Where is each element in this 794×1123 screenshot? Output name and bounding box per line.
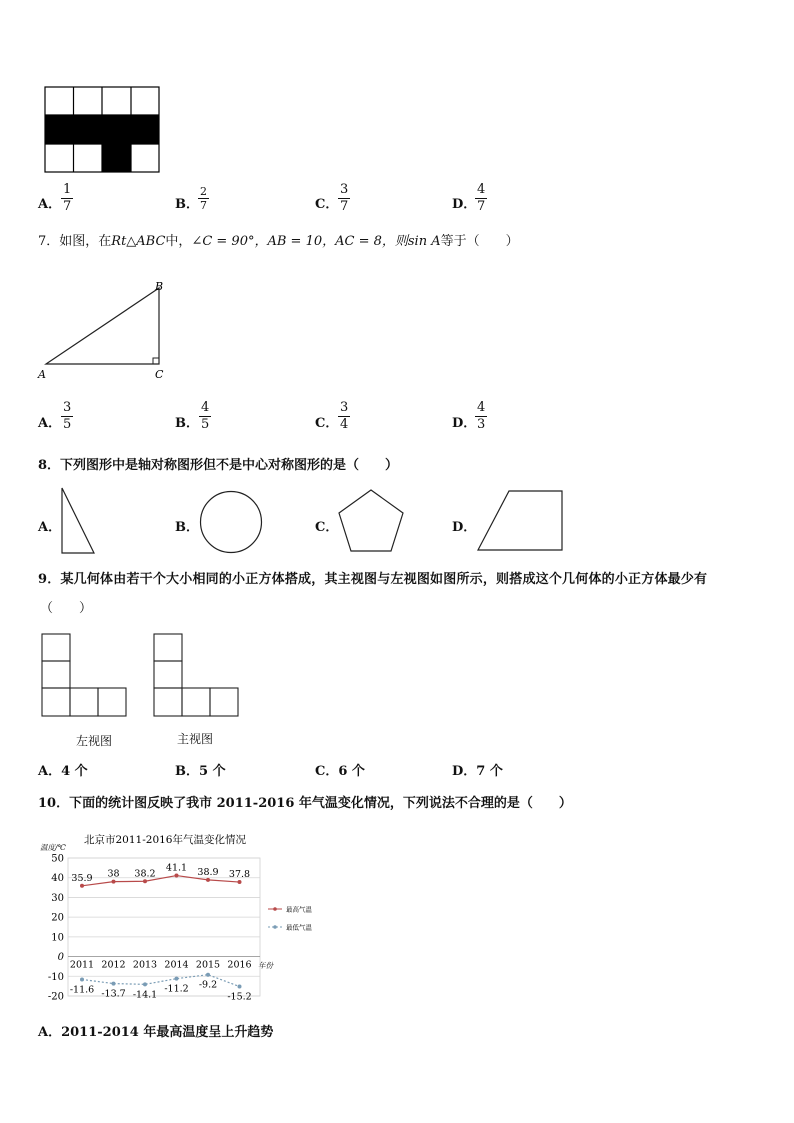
chart-y-tick-label: 30 [51,892,64,904]
q6-option-a-fraction: $\frac{1}{7}$ [63,182,72,214]
q7-triangle-figure [34,280,174,382]
chart-x-tick-label: 2016 [227,959,252,971]
grid-black-cell [102,144,131,172]
chart-data-label: 38.2 [134,868,156,880]
vertex-a-label: A [38,368,46,381]
chart-y-tick-label: 40 [51,873,64,885]
chart-data-point [175,977,179,981]
chart-data-point [175,874,179,878]
chart-x-tick-label: 2015 [195,959,221,971]
chart-data-label: -14.1 [132,989,158,1001]
vertex-b-label: B [155,280,164,293]
chart-x-tick-label: 2014 [164,959,189,971]
q9-stem-line2: （ ） [40,601,93,616]
q7-option-d-fraction: $\frac{4}{3}$ [477,400,486,432]
q6-option-c-fraction: $\frac{3}{7}$ [340,182,349,214]
chart-data-label: 38 [107,868,120,880]
q6-option-d-fraction: $\frac{4}{7}$ [477,182,486,214]
q8-option-c-pentagon[interactable] [337,488,407,554]
chart-x-tick-label: 2013 [132,959,158,971]
chart-title: 北京市2011-2016年气温变化情况 [84,834,246,846]
chart-data-point [206,878,210,882]
q8-option-b-circle[interactable] [199,490,265,556]
q9-left-view-caption: 左视图 [76,734,113,748]
q6-option-b-fraction: $\frac{2}{7}$ [200,185,207,212]
chart-legend-label: 最低气温 [286,923,312,932]
q8-option-d-trapezoid[interactable] [476,489,566,553]
q9-main-view-caption: 主视图 [177,732,214,746]
q9-option-b[interactable]: B．5 个 [175,764,226,779]
q9-option-c[interactable]: C．6 个 [315,764,365,779]
chart-y-tick-label: 0 [57,952,64,964]
q6-grid-figure [44,86,162,174]
chart-data-label: -11.6 [69,984,95,996]
temperature-line-chart [36,828,326,1004]
chart-data-point [238,880,242,884]
q8-stem: 8．下列图形中是轴对称图形但不是中心对称图形的是（ ） [38,458,399,473]
chart-data-point [143,982,147,986]
chart-y-tick-label: 10 [51,932,64,944]
q10-option-a[interactable]: A．2011-2014 年最高温度呈上升趋势 [38,1025,274,1040]
q9-main-view [153,633,241,719]
q7-option-b-fraction: $\frac{4}{5}$ [201,400,210,432]
chart-data-label: -15.2 [227,991,252,1003]
q7-option-c-label[interactable]: C． [315,416,339,431]
chart-data-label: -13.7 [101,988,126,1000]
q10-stem: 10．下面的统计图反映了我市 2011-2016 年气温变化情况，下列说法不合理的是（ ） [38,796,572,811]
chart-legend-marker [273,925,277,929]
chart-data-label: 35.9 [71,872,93,884]
chart-x-tick-label: 2012 [101,959,126,971]
q7-option-c-fraction: $\frac{3}{4}$ [340,400,349,432]
q7-option-b-label[interactable]: B． [175,416,199,431]
q6-option-c-label[interactable]: C． [315,197,339,212]
chart-data-point [112,880,116,884]
chart-data-label: -11.2 [164,983,189,995]
chart-data-point [80,884,84,888]
right-angle-mark [153,358,159,364]
chart-y-tick-label: -10 [47,971,64,983]
q9-stem-line1: 9．某几何体由若干个大小相同的小正方体搭成，其主视图与左视图如图所示，则搭成这个几何体的小正方体最少有 [38,572,708,587]
vertex-c-label: C [155,368,164,381]
chart-y-tick-label: -20 [47,991,64,1003]
q7-option-a-fraction: $\frac{3}{5}$ [63,400,72,432]
chart-y-tick-label: 20 [51,912,64,924]
chart-x-tick-label: 2011 [69,959,95,971]
q7-option-d-label[interactable]: D． [452,416,477,431]
chart-data-label: 38.9 [197,866,219,878]
chart-data-point [238,985,242,989]
chart-data-label: 41.1 [165,862,188,874]
chart-legend-marker [273,907,277,911]
q8-option-a-label[interactable]: A． [38,520,62,535]
q6-option-d-label[interactable]: D． [452,197,477,212]
q7-option-a-label[interactable]: A． [38,416,62,431]
q8-option-a-right-triangle[interactable] [58,486,98,556]
chart-y-axis-label: 温度/℃ [40,843,66,852]
q9-option-d[interactable]: D．7 个 [452,764,503,779]
chart-data-point [143,879,147,883]
chart-data-label: -9.2 [198,979,218,991]
chart-data-point [206,973,210,977]
chart-data-label: 37.8 [228,869,251,881]
chart-y-tick-label: 50 [51,853,64,865]
q7-stem: 7．如图，在Rt△ABC中，∠C = 90°，AB = 10，AC = 8，则sin A等于（ ） [38,234,519,249]
q6-option-a-label[interactable]: A． [38,197,62,212]
q8-option-c-label[interactable]: C． [315,520,339,535]
chart-data-point [112,982,116,986]
q8-option-b-label[interactable]: B． [175,520,199,535]
q9-left-view [41,633,129,719]
chart-data-point [80,977,84,981]
chart-x-axis-label: 年份 [258,961,273,970]
q9-option-a[interactable]: A．4 个 [38,764,88,779]
triangle-abc [46,288,159,364]
chart-legend-label: 最高气温 [286,905,312,914]
q6-option-b-label[interactable]: B． [175,197,199,212]
q8-option-d-label[interactable]: D． [452,520,477,535]
